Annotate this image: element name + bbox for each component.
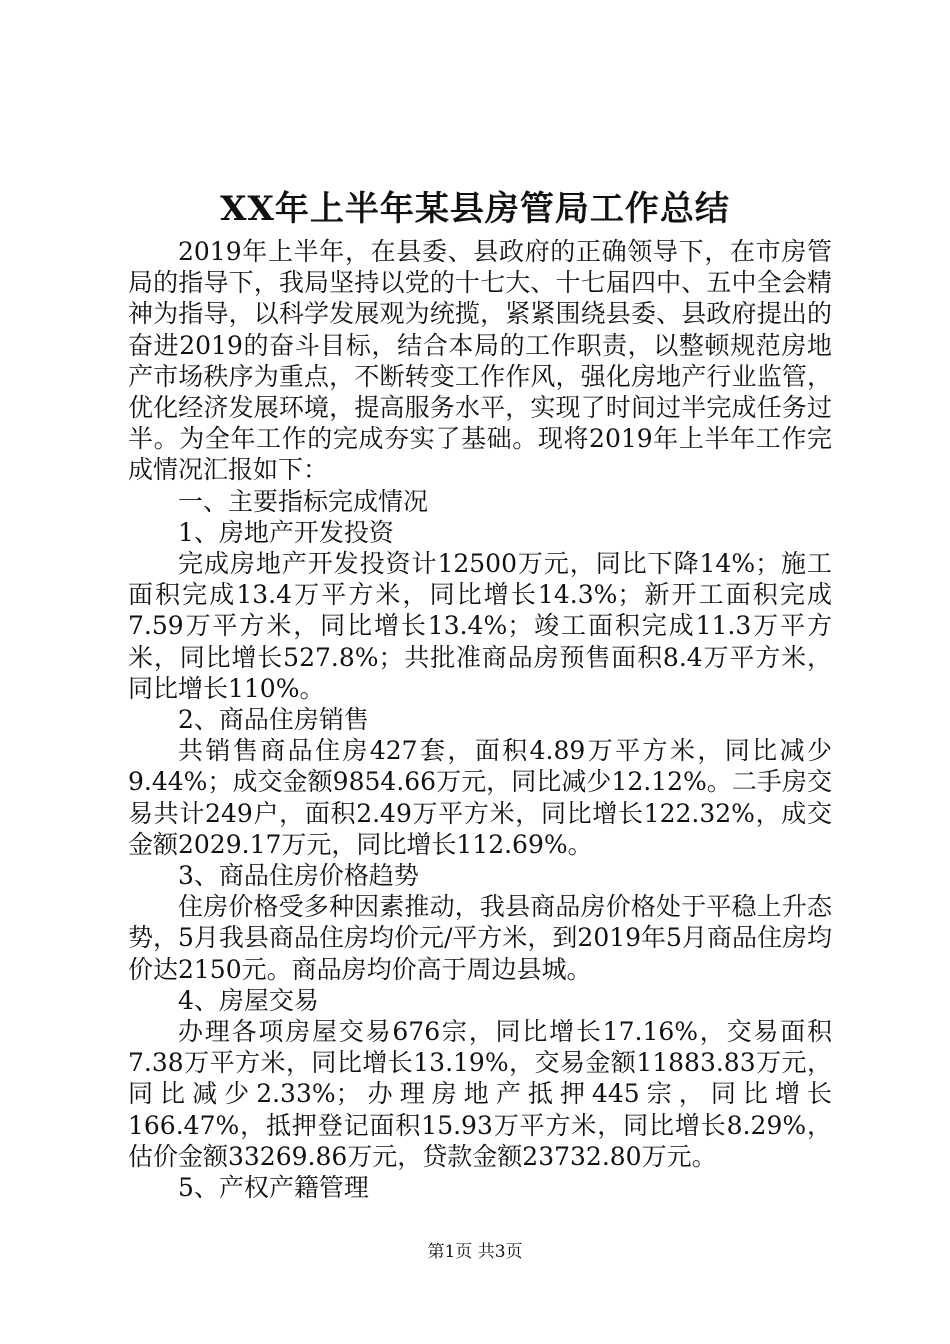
item-heading-transactions: 4、房屋交易	[178, 985, 319, 1015]
document-title: XX年上半年某县房管局工作总结	[220, 189, 730, 229]
item-heading-property-rights: 5、产权产籍管理	[178, 1173, 369, 1203]
document-body	[128, 236, 832, 1203]
item-text-transactions: 办理各项房屋交易676宗，同比增长17.16%，交易面积7.38万平方米，同比增长13.19%，交易金额11883.83万元，同比减少2.33%；办理房地产抵押445宗，同比增长166.47%，抵押登记面积15.93万平方米，同比增长8.29%，估价金额33269.86万元，贷款金额23732.80万元。	[128, 1017, 832, 1171]
item-text-sales: 共销售商品住房427套，面积4.89万平方米，同比减少9.44%；成交金额9854.66万元，同比减少12.12%。二手房交易共计249户，面积2.49万平方米，同比增长122.32%，成交金额2029.17万元，同比增长112.69%。	[128, 736, 832, 859]
item-heading-sales: 2、商品住房销售	[178, 705, 369, 735]
item-text-investment: 完成房地产开发投资计12500万元，同比下降14%；施工面积完成13.4万平方米，同比增长14.3%；新开工面积完成7.59万平方米，同比增长13.4%；竣工面积完成11.3万平方米，同比增长527.8%；共批准商品房预售面积8.4万平方米，同比增长110%。	[128, 549, 832, 703]
item-text-price-trend: 住房价格受多种因素推动，我县商品房价格处于平稳上升态势，5月我县商品住房均价元/平方米，到2019年5月商品住房均价达2150元。商品房均价高于周边县城。	[128, 892, 832, 984]
item-heading-investment: 1、房地产开发投资	[178, 517, 394, 547]
section-heading: 一、主要指标完成情况	[178, 486, 429, 516]
item-heading-price-trend: 3、商品住房价格趋势	[178, 861, 419, 891]
intro-paragraph: 2019年上半年，在县委、县政府的正确领导下，在市房管局的指导下，我局坚持以党的十七大、十七届四中、五中全会精神为指导，以科学发展观为统揽，紧紧围绕县委、县政府提出的奋进2019的奋斗目标，结合本局的工作职责，以整顿规范房地产市场秩序为重点，不断转变工作作风，强化房地产行业监管，优化经济发展环境，提高服务水平，实现了时间过半完成任务过半。为全年工作的完成夯实了基础。现将2019年上半年工作完成情况汇报如下：	[128, 237, 832, 485]
page-footer: 第1页 共3页	[427, 1242, 523, 1262]
